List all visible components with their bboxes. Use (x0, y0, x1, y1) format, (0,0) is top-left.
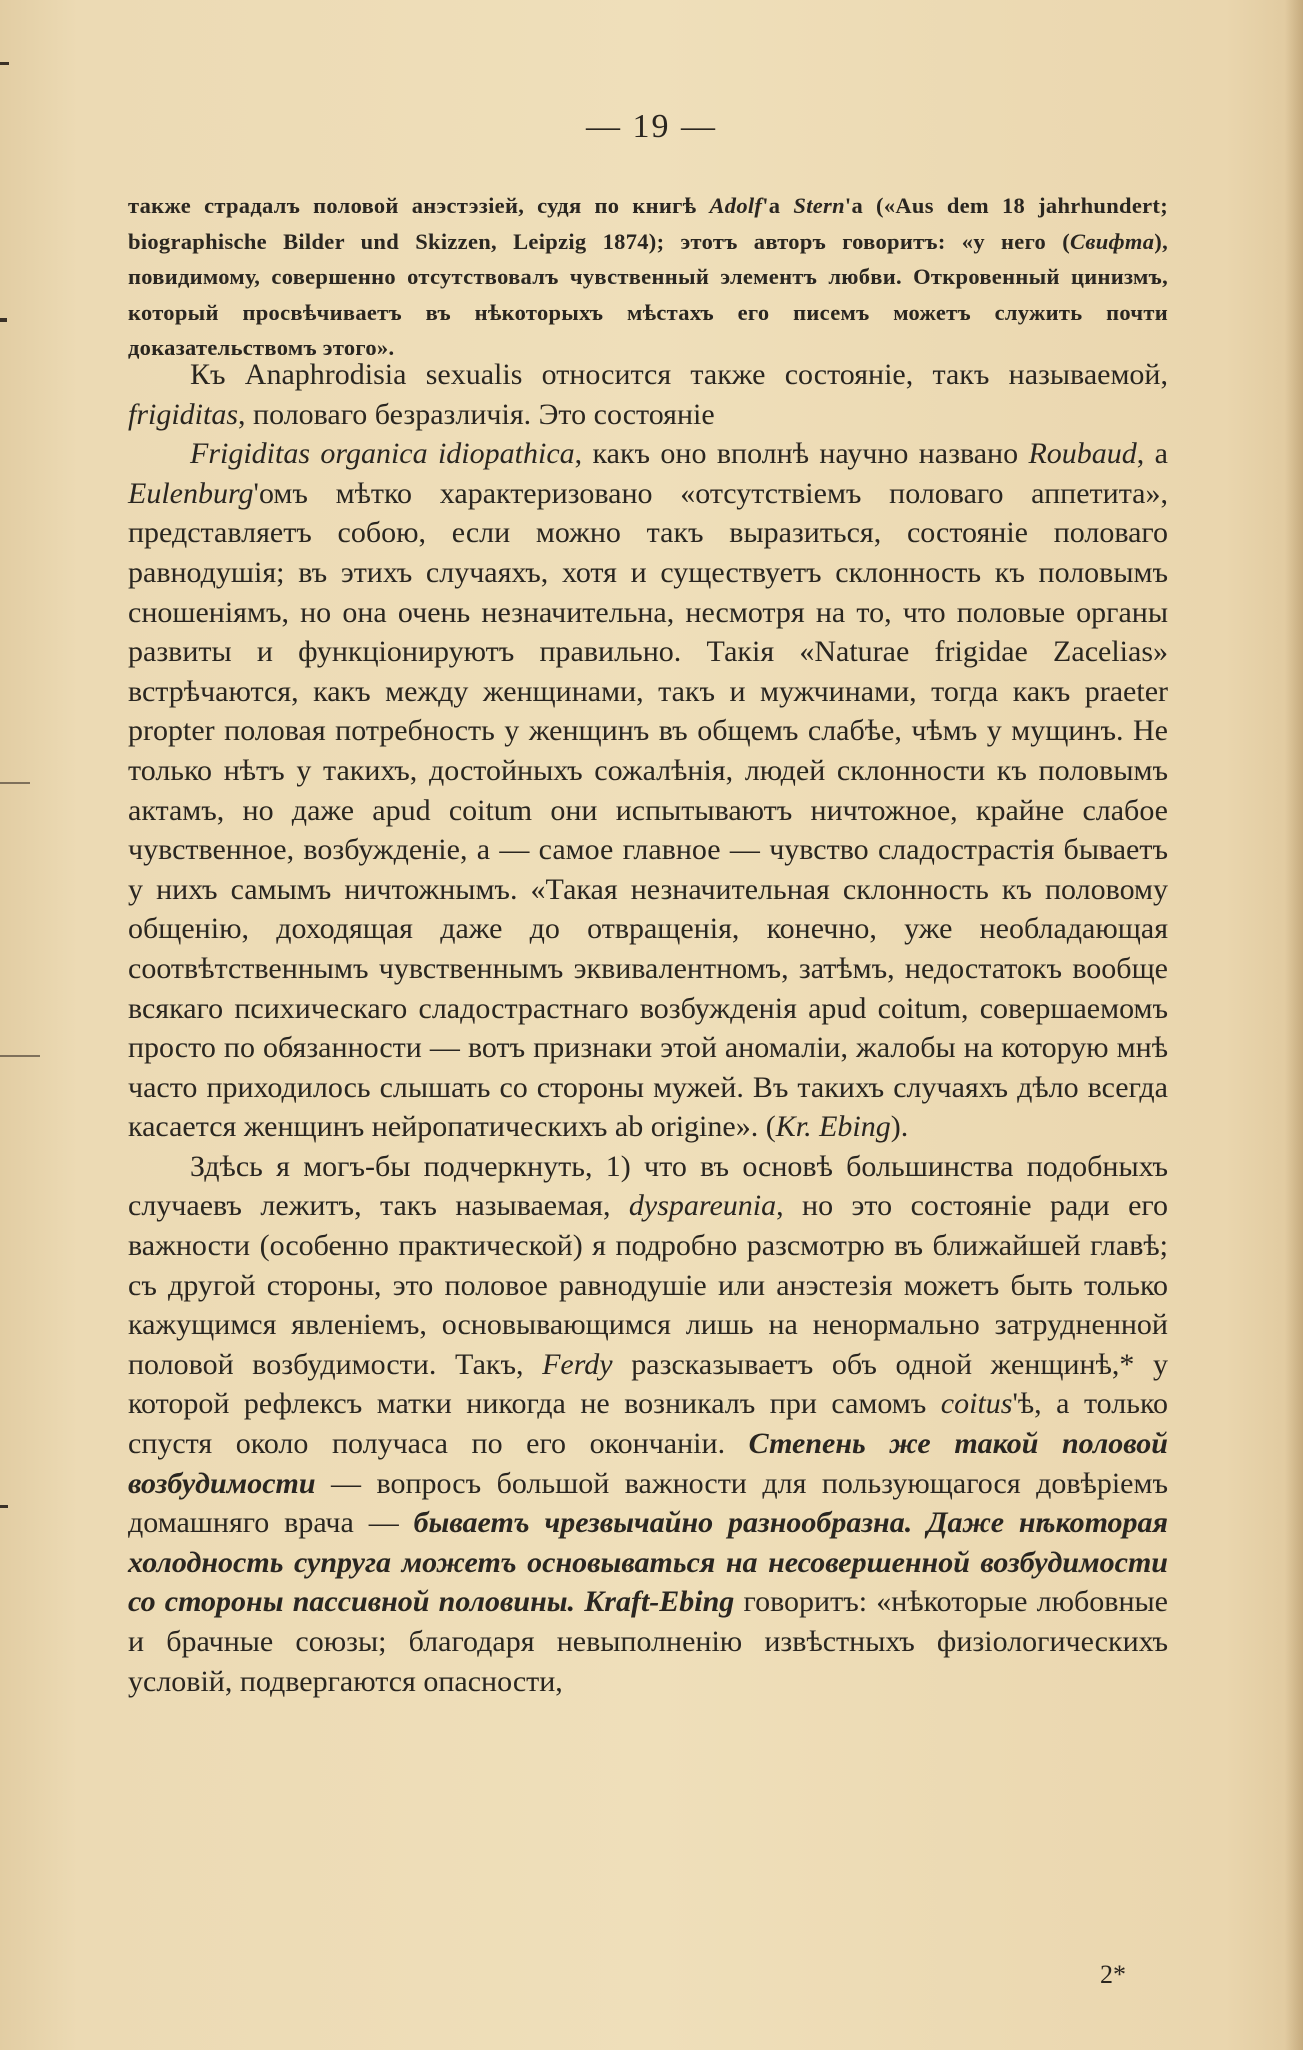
text-run: Къ Anaphrodisia sexualis относится также состоянiе, такъ называемой, (190, 358, 1168, 391)
margin-mark (0, 62, 9, 65)
text-run: frigiditas (128, 397, 239, 431)
signature-mark: 2* (1100, 1960, 1126, 1989)
footnote-text (128, 188, 1168, 366)
paragraph (128, 1147, 1168, 1701)
text-run: 'омъ мѣтко характеризовано «отсутствiемъ половаго аппетита», представляетъ собою, если можно такъ выразиться, состоянiе половаго равнодушiя; въ этихъ случаяхъ, хотя и существуетъ склонность къ половымъ сношенiямъ, но она очень незначительна, несмотря на то, что половые органы развиты и функцiонируютъ правильно. Такiя «Naturae frigidae Zacelias» встрѣчаются, какъ между женщинами, такъ и мужчинами, тогда какъ praeter propter половая потребность у женщинъ въ общемъ слабѣе, чѣмъ у мущинъ. Не только нѣтъ у такихъ, достойныхъ сожалѣнiя, людей склонности къ половымъ актамъ, но даже apud coitum они испытываютъ ничтожное, крайне слабое чувственное, возбужденiе, а — самое главное — чувство сладострастiя бываетъ у нихъ самымъ ничтожнымъ. «Такая незначительная склонность къ половому общенiю, доходящая даже до отвращенiя, конечно, уже необладающая соотвѣтственнымъ чувственнымъ эквивалентномъ, затѣмъ, недостатокъ вообще всякаго психическаго сладострастнаго возбужденiя apud coitum, совершаемомъ просто по обязанности — вотъ признаки этой аномалiи, жалобы на которую мнѣ часто приходилось слышать со стороны мужей. Въ такихъ случаяхъ дѣло всегда касается женщинъ нейропатическихъ ab origine». ( (128, 476, 1168, 1144)
footnote-run: также страдалъ половой анэстэзiей, судя по книгѣ (128, 193, 710, 218)
body-text (128, 355, 1168, 1701)
text-run: coitus (940, 1387, 1013, 1421)
text-run: , но это состоянiе ради его важности (особенно практической) я подробно разсмотрю въ ближайшей главѣ; съ другой стороны, это половое равнодушiе или анэстезiя можетъ быть только кажущимся явленiемъ, основывающимся лишь на ненормально затрудненной половой возбудимости. Такъ, (128, 1189, 1168, 1381)
text-run: разсказываетъ объ одной женщинѣ,* у которой рефлексъ матки никогда не возникалъ при самомъ (128, 1347, 1169, 1421)
text-run: , а (1136, 437, 1168, 471)
margin-mark (0, 318, 7, 322)
text-run: бываетъ чрезвычайно разнообразна. Даже нѣкоторая холодность супруга можетъ основываться на несовершенной возбудимости со стороны пассивной половины. Kraft-Ebing (128, 1506, 1169, 1619)
margin-mark (0, 1055, 40, 1057)
page-edge-shadow (1285, 0, 1303, 2050)
footnote-run: 'а (762, 193, 794, 218)
margin-mark (0, 1505, 8, 1508)
footnote-run: Stern (793, 193, 845, 218)
text-run: Roubaud (1028, 437, 1137, 471)
page-number: — 19 — (586, 108, 717, 145)
text-run: , какъ оно вполнѣ научно названо (574, 437, 1029, 471)
text-run: говоритъ: «нѣкоторые любовные и брачные союзы; благодаря невыполненiю извѣстныхъ физiологическихъ условiй, подвергаются опасности, (128, 1585, 1168, 1698)
paragraph (128, 355, 1168, 434)
text-run: Eulenburg (128, 476, 254, 510)
footnote (128, 188, 1168, 366)
text-run: Степень же такой половой возбудимости (128, 1427, 1168, 1500)
text-run: Kr. Ebing (775, 1110, 891, 1144)
paragraph (128, 434, 1168, 1147)
margin-mark (0, 782, 30, 784)
text-run: , половаго безразличiя. Это состоянiе (238, 397, 715, 431)
text-run: 'ѣ, а только спустя около получаса по его окончанiи. (128, 1387, 1168, 1461)
text-run: dyspareunia (628, 1189, 777, 1223)
footnote-run: Свифта (1070, 228, 1155, 254)
text-run: ). (890, 1110, 909, 1144)
footnote-run: Adolf (709, 193, 763, 218)
text-run: Здѣсь я могъ-бы подчеркнуть, 1) что въ основѣ большинства подобныхъ случаевъ лежитъ, такъ называемая, (128, 1149, 1168, 1223)
text-run: Ferdy (542, 1347, 613, 1381)
footnote-run: ), повидимому, совершенно отсутствовалъ чувственный элементъ любви. Откровенный цинизмъ, который просвѣчиваетъ въ нѣкоторыхъ мѣстахъ его писемъ можетъ служить почти доказательствомъ этого». (128, 228, 1168, 360)
text-run: — вопросъ большой важности для пользующагося довѣрiемъ домашняго врача — (128, 1466, 1168, 1540)
text-run: Frigiditas organica idiopathica (190, 437, 575, 471)
footnote-run: 'а («Aus dem 18 jahrhundert; biographische Bilder und Skizzen, Leipzig 1874); этотъ авторъ говоритъ: «у него ( (128, 193, 1168, 254)
